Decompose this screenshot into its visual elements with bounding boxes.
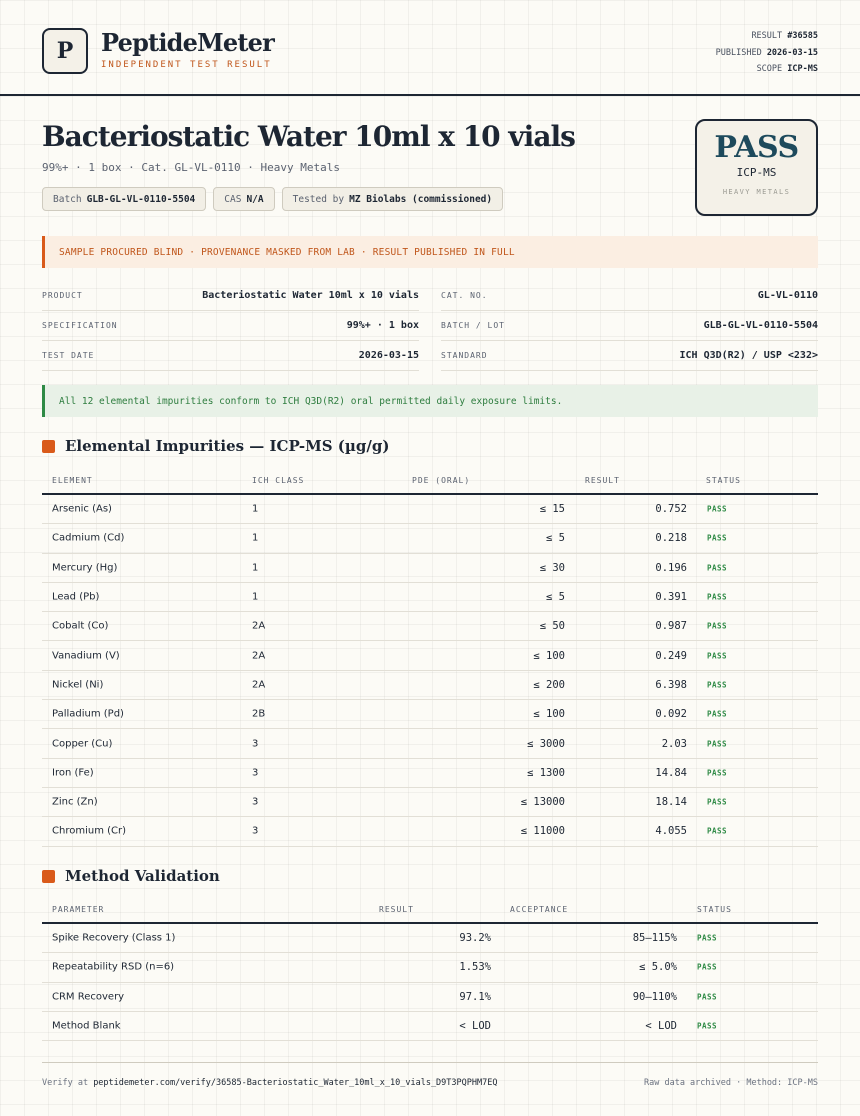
validation-row <box>42 924 818 953</box>
info-specification <box>42 311 419 341</box>
ich-class: 2B <box>252 708 266 720</box>
element-name: Iron (Fe) <box>52 767 94 779</box>
impurities-title: Elemental Impurities — ICP-MS (µg/g) <box>65 437 390 455</box>
impurities-table-body <box>42 495 818 847</box>
status-badge: PASS <box>707 768 728 778</box>
page-title: Bacteriostatic Water 10ml x 10 vials <box>42 120 575 153</box>
verify-link[interactable]: peptidemeter.com/verify/36585-Bacteriostatic_Water_10ml_x_10_vials_D9T3PQPHM7EQ <box>93 1078 498 1088</box>
impurities-table <box>42 466 818 847</box>
brand-logo: P <box>42 28 88 74</box>
section-marker-icon <box>42 440 55 453</box>
pde-limit: ≤ 15 <box>539 503 565 516</box>
specification-label: SPECIFICATION <box>42 321 118 330</box>
validation-table <box>42 895 818 1041</box>
validation-title: Method Validation <box>65 867 220 885</box>
col-pde: PDE (ORAL) <box>412 476 471 485</box>
element-name: Cadmium (Cd) <box>52 532 125 544</box>
element-name: Cobalt (Co) <box>52 620 109 632</box>
status-badge: PASS <box>697 992 718 1002</box>
tested-by-label: Tested by <box>292 193 345 205</box>
cat-no-value: GL-VL-0110 <box>757 290 818 301</box>
published-label: PUBLISHED <box>715 47 762 58</box>
result-value: 0.218 <box>655 532 687 545</box>
result-value: 0.249 <box>655 649 687 662</box>
validation-result: 1.53% <box>459 961 491 974</box>
parameter-name: Spike Recovery (Class 1) <box>52 932 176 944</box>
impurity-row <box>42 524 818 553</box>
impurities-heading <box>42 437 389 455</box>
parameter-name: Repeatability RSD (n=6) <box>52 961 175 973</box>
pde-limit: ≤ 100 <box>533 708 565 721</box>
standard-label: STANDARD <box>441 351 488 360</box>
acceptance-range: < LOD <box>645 1020 677 1033</box>
result-number: #36585 <box>787 31 818 41</box>
impurity-row <box>42 671 818 700</box>
impurity-row <box>42 817 818 846</box>
test-date-value: 2026-03-15 <box>358 350 419 361</box>
col-result: RESULT <box>585 476 620 485</box>
status-badge: PASS <box>707 621 728 631</box>
cas-chip-label: CAS <box>224 193 242 205</box>
acceptance-range: ≤ 5.0% <box>639 961 677 974</box>
result-value: 14.84 <box>655 766 687 779</box>
status-badge: PASS <box>707 651 728 661</box>
ich-class: 3 <box>252 796 259 808</box>
element-name: Vanadium (V) <box>52 650 120 662</box>
status-badge: PASS <box>707 739 728 749</box>
status-badge: PASS <box>707 797 728 807</box>
status-badge: PASS <box>697 962 718 972</box>
impurities-table-header <box>42 466 818 495</box>
batch-lot-value: GLB-GL-VL-0110-5504 <box>703 320 818 331</box>
result-value: 0.987 <box>655 620 687 633</box>
status-badge: PASS <box>707 533 728 543</box>
pde-limit: ≤ 30 <box>539 561 565 574</box>
published-date: 2026-03-15 <box>766 47 818 58</box>
impurity-row <box>42 641 818 670</box>
result-value: 4.055 <box>655 825 687 838</box>
parameter-name: CRM Recovery <box>52 991 125 1003</box>
acceptance-range: 85–115% <box>632 932 677 945</box>
scope-label: SCOPE <box>756 64 783 74</box>
ich-class: 2A <box>252 620 266 632</box>
archive-note: Raw data archived · Method: ICP-MS <box>644 1078 818 1088</box>
cas-chip-value: N/A <box>246 193 264 205</box>
status-badge: PASS <box>697 1021 718 1031</box>
col-ich-class: ICH CLASS <box>252 476 305 485</box>
info-test-date <box>42 341 419 371</box>
impurity-row <box>42 700 818 729</box>
ich-class: 3 <box>252 738 259 750</box>
section-marker-icon <box>42 870 55 883</box>
cas-chip <box>213 187 274 211</box>
validation-table-header <box>42 895 818 924</box>
page-subtitle: 99%+ · 1 box · Cat. GL-VL-0110 · Heavy Metals <box>42 161 341 174</box>
stamp-scope: HEAVY METALS <box>722 188 791 196</box>
status-badge: PASS <box>707 504 728 514</box>
element-name: Chromium (Cr) <box>52 825 127 837</box>
pde-limit: ≤ 13000 <box>520 796 565 809</box>
provenance-notice: SAMPLE PROCURED BLIND · PROVENANCE MASKED FROM LAB · RESULT PUBLISHED IN FULL <box>42 236 818 268</box>
impurity-row <box>42 729 818 758</box>
impurity-row <box>42 495 818 524</box>
result-value: 18.14 <box>655 796 687 809</box>
report-footer <box>42 1062 818 1088</box>
pde-limit: ≤ 100 <box>533 649 565 662</box>
element-name: Arsenic (As) <box>52 503 112 515</box>
result-value: 0.092 <box>655 708 687 721</box>
status-badge: PASS <box>707 680 728 690</box>
element-name: Copper (Cu) <box>52 738 113 750</box>
batch-chip-value: GLB-GL-VL-0110-5504 <box>86 193 196 205</box>
pde-limit: ≤ 3000 <box>527 737 565 750</box>
status-badge: PASS <box>707 592 728 602</box>
conformance-notice: All 12 elemental impurities conform to ICH Q3D(R2) oral permitted daily exposure limits. <box>42 385 818 417</box>
acceptance-range: 90–110% <box>632 990 677 1003</box>
impurity-row <box>42 788 818 817</box>
pde-limit: ≤ 5 <box>546 532 565 545</box>
validation-table-body <box>42 924 818 1041</box>
validation-result: < LOD <box>459 1020 491 1033</box>
info-batch-lot <box>441 311 818 341</box>
element-name: Lead (Pb) <box>52 591 100 603</box>
tested-by-value: MZ Biolabs (commissioned) <box>349 193 493 205</box>
result-value: 2.03 <box>661 737 687 750</box>
batch-chip-label: Batch <box>53 193 82 205</box>
product-value: Bacteriostatic Water 10ml x 10 vials <box>202 290 419 301</box>
cat-no-label: CAT. NO. <box>441 291 488 300</box>
status-badge: PASS <box>707 709 728 719</box>
ich-class: 1 <box>252 591 259 603</box>
pde-limit: ≤ 200 <box>533 678 565 691</box>
impurity-row <box>42 612 818 641</box>
status-badge: PASS <box>707 826 728 836</box>
report-meta <box>716 28 818 78</box>
result-value: 0.391 <box>655 591 687 604</box>
product-label: PRODUCT <box>42 291 83 300</box>
info-cat-no <box>441 281 818 311</box>
pass-stamp <box>695 119 818 216</box>
ich-class: 2A <box>252 679 266 691</box>
result-value: 6.398 <box>655 678 687 691</box>
validation-heading <box>42 867 220 885</box>
ich-class: 2A <box>252 650 266 662</box>
validation-result: 93.2% <box>459 932 491 945</box>
verify-prefix: Verify at <box>42 1078 89 1088</box>
ich-class: 1 <box>252 503 259 515</box>
col-element: ELEMENT <box>52 476 93 485</box>
pde-limit: ≤ 50 <box>539 620 565 633</box>
col-val-status: STATUS <box>697 905 732 914</box>
pde-limit: ≤ 5 <box>546 591 565 604</box>
element-name: Zinc (Zn) <box>52 796 98 808</box>
element-name: Palladium (Pd) <box>52 708 124 720</box>
impurity-row <box>42 554 818 583</box>
status-badge: PASS <box>707 563 728 573</box>
col-acceptance: ACCEPTANCE <box>510 905 569 914</box>
result-value: 0.752 <box>655 503 687 516</box>
ich-class: 1 <box>252 562 259 574</box>
info-chips <box>42 187 503 211</box>
col-val-result: RESULT <box>379 905 414 914</box>
impurity-row <box>42 583 818 612</box>
brand-name: PeptideMeter <box>101 28 274 57</box>
ich-class: 3 <box>252 825 259 837</box>
impurity-row <box>42 759 818 788</box>
stamp-verdict: PASS <box>714 130 799 165</box>
specification-value: 99%+ · 1 box <box>346 320 419 331</box>
report-header <box>0 0 860 96</box>
result-label: RESULT <box>751 31 783 41</box>
validation-row <box>42 983 818 1012</box>
col-status: STATUS <box>706 476 741 485</box>
standard-value: ICH Q3D(R2) / USP <232> <box>679 350 818 361</box>
tested-by-chip <box>282 187 503 211</box>
stamp-method: ICP-MS <box>736 166 777 179</box>
col-parameter: PARAMETER <box>52 905 105 914</box>
batch-chip <box>42 187 206 211</box>
pde-limit: ≤ 1300 <box>527 766 565 779</box>
parameter-name: Method Blank <box>52 1020 121 1032</box>
validation-row <box>42 953 818 982</box>
ich-class: 3 <box>252 767 259 779</box>
test-date-label: TEST DATE <box>42 351 95 360</box>
element-name: Mercury (Hg) <box>52 562 118 574</box>
batch-lot-label: BATCH / LOT <box>441 321 505 330</box>
info-standard <box>441 341 818 371</box>
ich-class: 1 <box>252 532 259 544</box>
result-value: 0.196 <box>655 561 687 574</box>
scope-value: ICP-MS <box>787 64 818 74</box>
validation-row <box>42 1012 818 1041</box>
status-badge: PASS <box>697 933 718 943</box>
verify-line <box>42 1078 497 1088</box>
brand-tagline: INDEPENDENT TEST RESULT <box>101 60 272 70</box>
element-name: Nickel (Ni) <box>52 679 104 691</box>
info-product <box>42 281 419 311</box>
validation-result: 97.1% <box>459 990 491 1003</box>
pde-limit: ≤ 11000 <box>520 825 565 838</box>
